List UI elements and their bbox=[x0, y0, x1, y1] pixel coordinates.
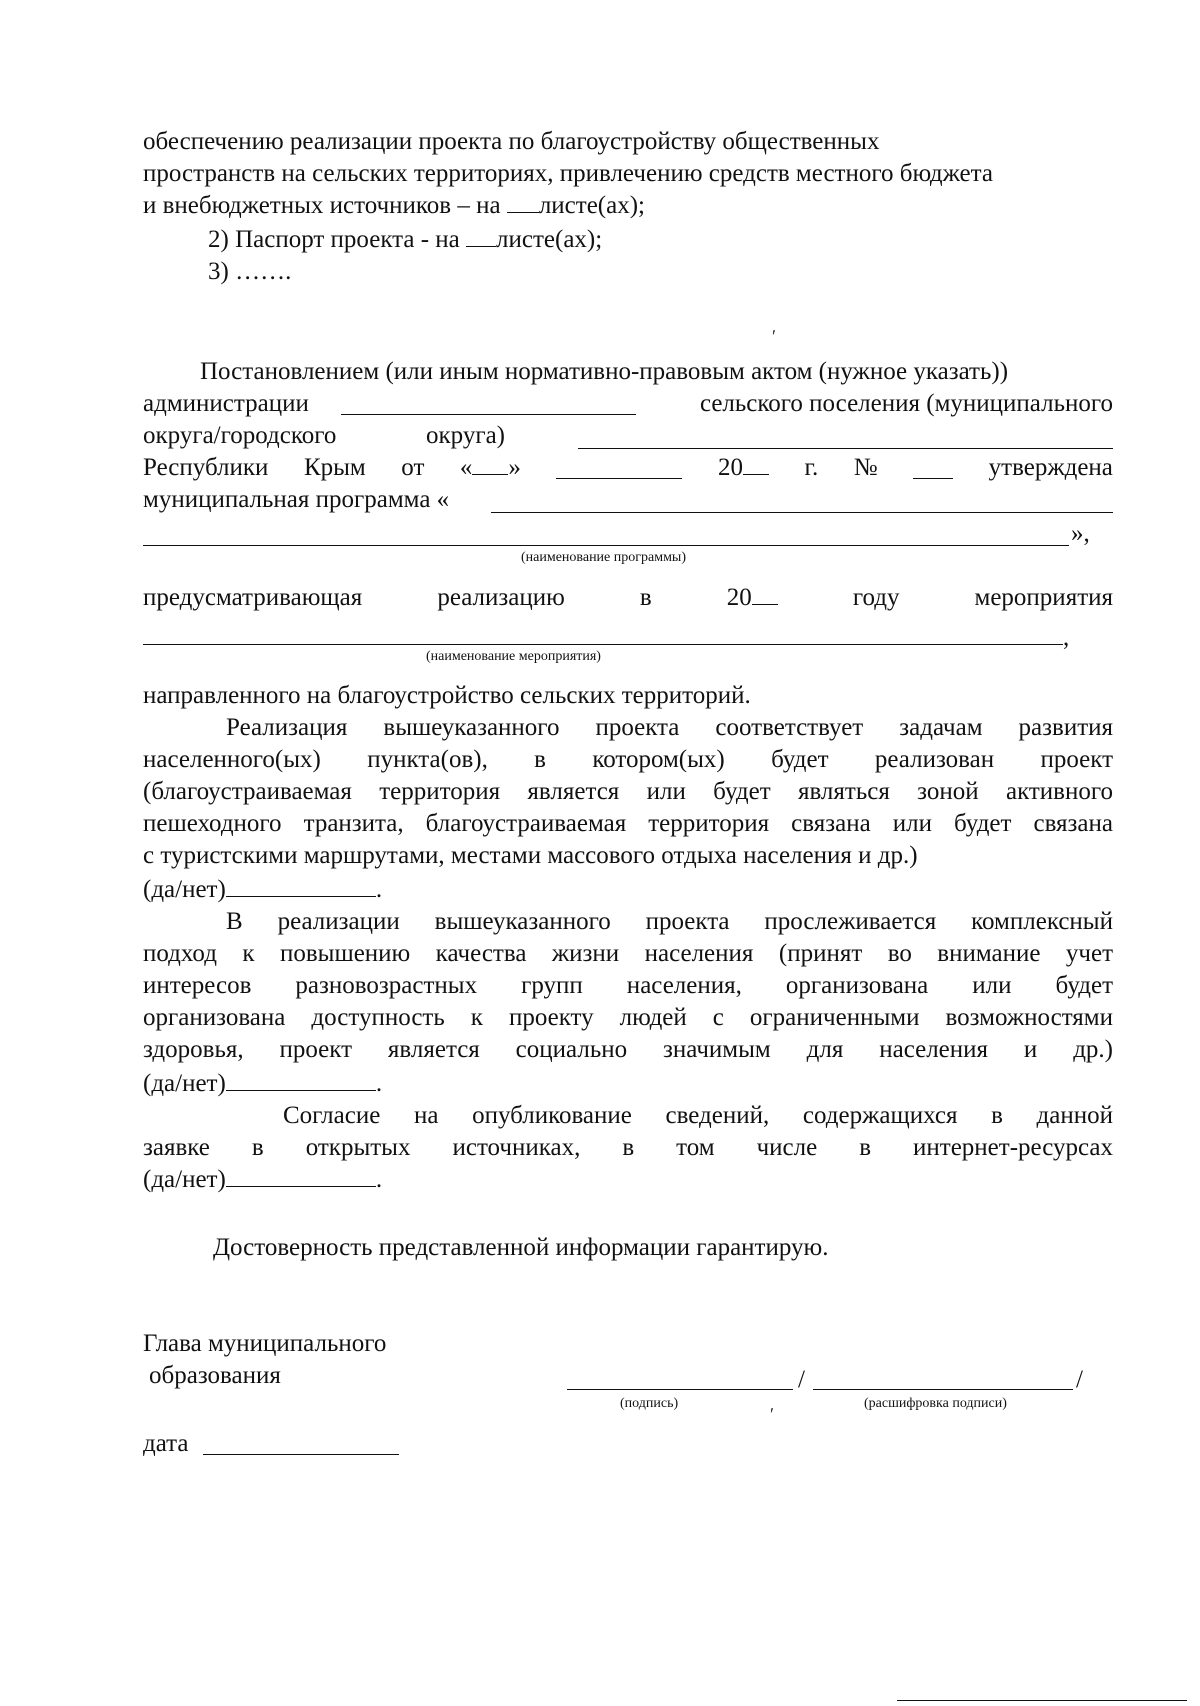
republic-word: Республики bbox=[143, 454, 269, 481]
p1-yesno: (да/нет) . bbox=[143, 876, 383, 903]
event-year-blank[interactable] bbox=[752, 604, 778, 605]
p2-yesno-blank[interactable] bbox=[226, 1090, 376, 1091]
p2-line-2: подход к повышению качества жизни населения (принят во внимание учет bbox=[143, 940, 1113, 967]
scan-mark-2: ʹ bbox=[770, 1404, 774, 1424]
from-word: от bbox=[401, 454, 425, 481]
signature-caption: (подпись) bbox=[620, 1396, 679, 1411]
scan-edge-line bbox=[897, 1700, 1187, 1701]
p2-line-1: В реализации вышеуказанного проекта прослеживается комплексный bbox=[226, 908, 1113, 935]
okrug-name-blank[interactable] bbox=[578, 448, 1113, 449]
day-blank[interactable] bbox=[472, 474, 508, 475]
sheets-blank-2[interactable] bbox=[466, 246, 496, 247]
top-line-3 bbox=[143, 190, 645, 222]
month-blank[interactable] bbox=[556, 452, 682, 479]
approved-word: утверждена bbox=[988, 454, 1113, 481]
p1-line-4: пешеходного транзита, благоустраиваемая территория связана или будет связана bbox=[143, 810, 1113, 837]
okruga-text-2: округа) bbox=[426, 422, 505, 449]
admin-label: администрации bbox=[143, 390, 309, 417]
event-caption: (наименование мероприятия) bbox=[426, 649, 601, 664]
event-name-blank[interactable] bbox=[143, 644, 1063, 645]
date-label: дата bbox=[143, 1430, 189, 1457]
day-field: « » bbox=[459, 454, 521, 481]
scan-mark: ʹ bbox=[772, 326, 776, 346]
p2-line-5: здоровья, проект является социально значимым для населения и др.) bbox=[143, 1036, 1113, 1063]
item-2-sheets: листе(ах); bbox=[496, 226, 603, 253]
republic-line bbox=[143, 452, 1113, 484]
p3-yesno: (да/нет) . bbox=[143, 1166, 383, 1193]
program-caption: (наименование программы) bbox=[521, 550, 686, 565]
p2-yesno-label: (да/нет) bbox=[143, 1070, 226, 1097]
directed-line: направленного на благоустройство сельских территорий. bbox=[143, 682, 751, 709]
measures-word: мероприятия bbox=[974, 584, 1113, 611]
item-2-text: 2) Паспорт проекта - на bbox=[208, 226, 467, 253]
year-abbr: г. bbox=[804, 454, 819, 481]
signature-blank[interactable] bbox=[567, 1389, 793, 1390]
signature-slash-2: / bbox=[1076, 1366, 1083, 1393]
event-year: 20 bbox=[727, 582, 778, 614]
p1-line-3: (благоустраиваемая территория является или будет являться зоной активного bbox=[143, 778, 1113, 805]
decode-caption: (расшифровка подписи) bbox=[864, 1396, 1007, 1411]
p1-yesno-label: (да/нет) bbox=[143, 876, 226, 903]
crimea-word: Крым bbox=[303, 454, 366, 481]
year-blank[interactable] bbox=[743, 474, 769, 475]
p2-line-4: организована доступность к проекту людей с ограниченными возможностями bbox=[143, 1004, 1113, 1031]
item-2 bbox=[208, 224, 602, 256]
implementation-word: реализацию bbox=[437, 584, 565, 611]
provides-word: предусматривающая bbox=[143, 584, 363, 611]
top-line-2: пространств на сельских территориях, привлечению средств местного бюджета bbox=[143, 160, 993, 187]
provides-line bbox=[143, 582, 1113, 614]
p3-yesno-blank[interactable] bbox=[226, 1186, 376, 1187]
top-line-3-sheets: листе(ах); bbox=[538, 192, 645, 219]
top-line-1: обеспечению реализации проекта по благоустройству общественных bbox=[143, 128, 880, 155]
item-3: 3) ……. bbox=[208, 258, 292, 285]
head-title-2: образования bbox=[149, 1362, 281, 1389]
paragraph-1 bbox=[143, 712, 1113, 872]
date-blank[interactable] bbox=[203, 1454, 399, 1455]
program-quote-close: », bbox=[1071, 520, 1090, 547]
p3-yesno-label: (да/нет) bbox=[143, 1166, 226, 1193]
p3-line-2: заявке в открытых источниках, в том числе в интернет-ресурсах bbox=[143, 1134, 1113, 1161]
signature-slash-1: / bbox=[798, 1366, 805, 1393]
p1-line-1: Реализация вышеуказанного проекта соответствует задачам развития bbox=[226, 714, 1113, 741]
head-title-1: Глава муниципального bbox=[143, 1330, 387, 1357]
paragraph-3 bbox=[143, 1100, 1113, 1164]
program-label: муниципальная программа « bbox=[143, 486, 450, 513]
okruga-text: округа/городского bbox=[143, 422, 337, 449]
number-sign: № bbox=[853, 454, 878, 481]
resolution-text-1: Постановлением (или иным нормативно-правовым актом (нужное указать)) bbox=[200, 358, 1009, 385]
program-name-blank-1[interactable] bbox=[491, 512, 1113, 513]
p2-yesno: (да/нет) . bbox=[143, 1070, 383, 1097]
paragraph-2 bbox=[143, 906, 1113, 1066]
p2-line-3: интересов разновозрастных групп населения, организована или будет bbox=[143, 972, 1113, 999]
program-name-blank-2[interactable] bbox=[143, 545, 1069, 546]
p3-line-1: Согласие на опубликование сведений, содержащихся в данной bbox=[283, 1102, 1113, 1129]
p1-line-5: с туристскими маршрутами, местами массового отдыха населения и др.) bbox=[143, 842, 918, 869]
resolution-line-1 bbox=[143, 356, 1113, 388]
guarantee-text: Достоверность представленной информации гарантирую. bbox=[213, 1234, 829, 1261]
p1-yesno-blank[interactable] bbox=[226, 896, 376, 897]
number-blank[interactable] bbox=[913, 452, 953, 479]
year-field: 20 bbox=[718, 452, 769, 484]
rural-settlement-text: сельского поселения (муниципального bbox=[699, 390, 1113, 417]
sheets-blank-1[interactable] bbox=[507, 212, 539, 213]
year-word: году bbox=[852, 584, 900, 611]
event-comma: , bbox=[1063, 624, 1070, 651]
signature-decode-blank[interactable] bbox=[813, 1389, 1073, 1390]
p1-line-2: населенного(ых) пункта(ов), в котором(ых) будет реализован проект bbox=[143, 746, 1113, 773]
top-line-3-text: и внебюджетных источников – на bbox=[143, 192, 507, 219]
admin-name-blank[interactable] bbox=[341, 414, 636, 415]
in-word: в bbox=[639, 584, 652, 611]
